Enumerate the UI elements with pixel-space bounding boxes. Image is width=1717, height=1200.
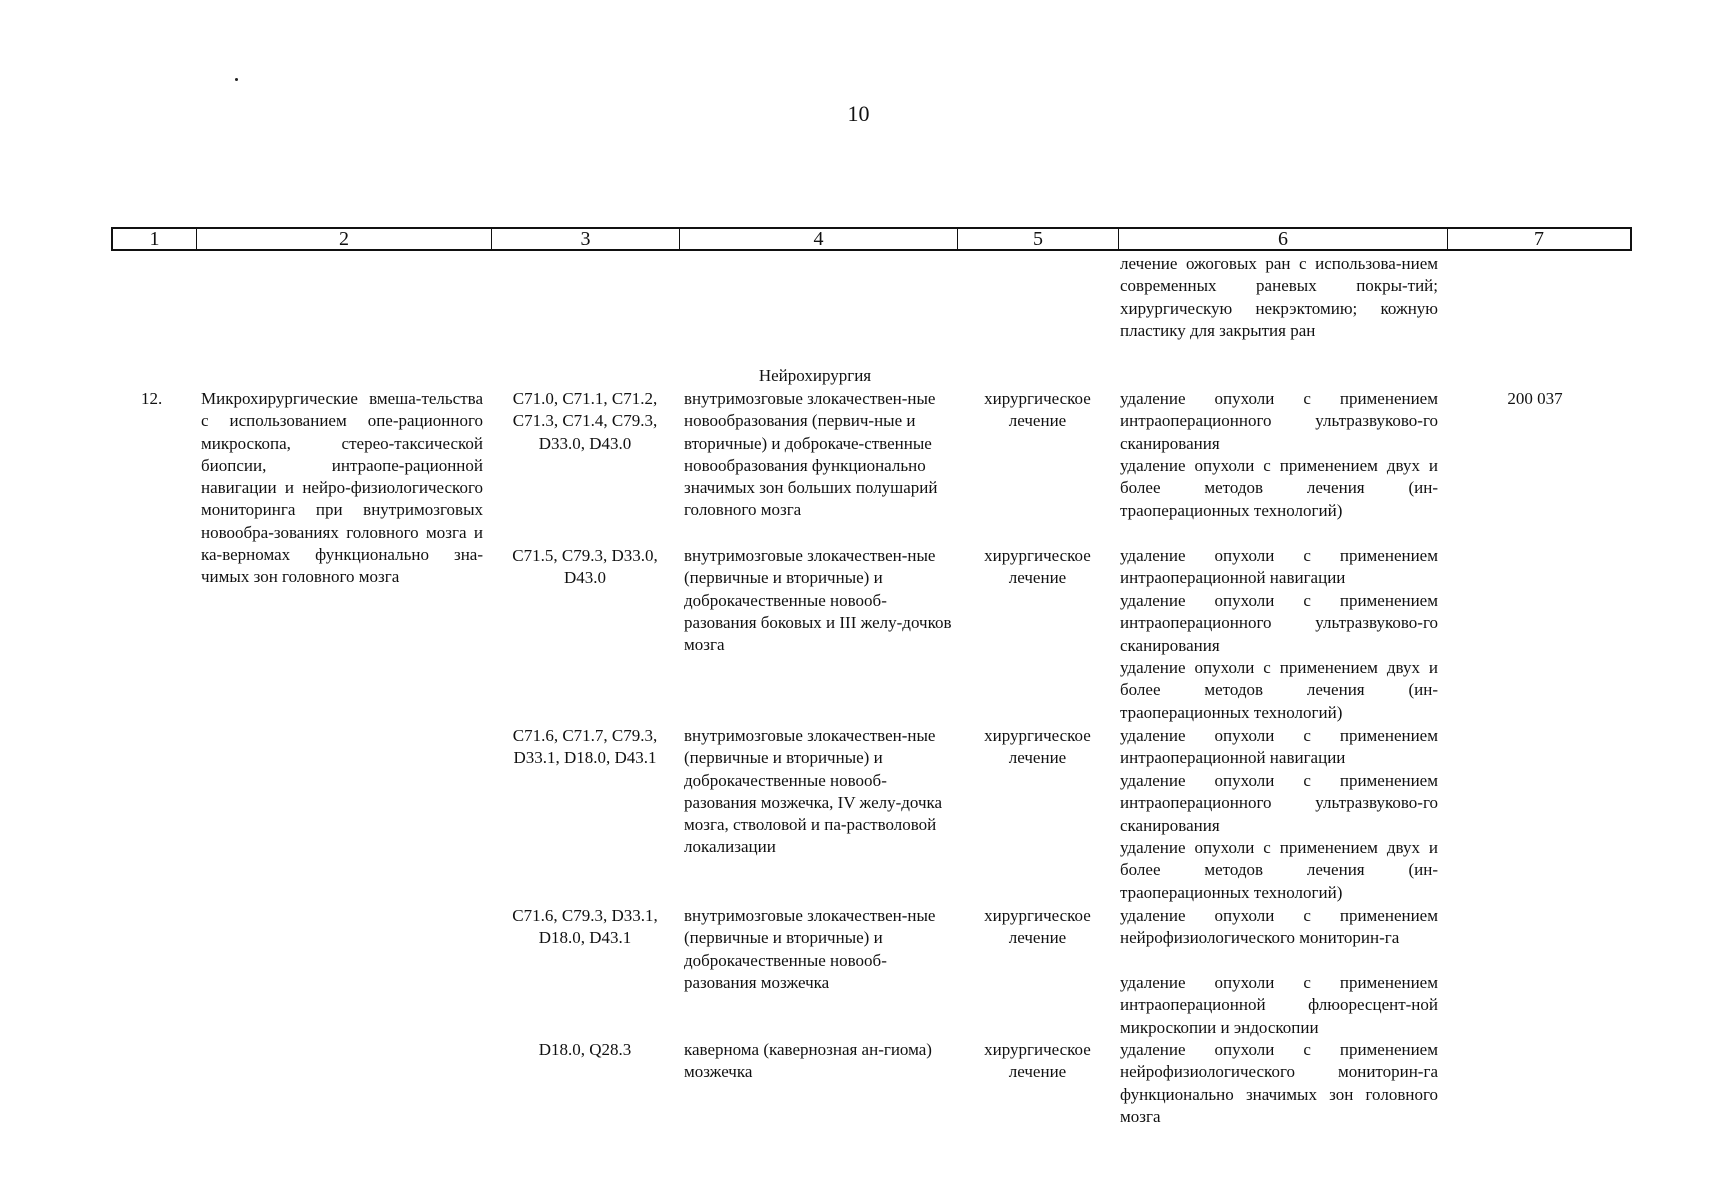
page-number: 10: [847, 101, 870, 126]
row-2-method-1: удаление опухоли с применением интраоперационной навигации: [1120, 546, 1438, 588]
header-col-2: 2: [197, 229, 492, 249]
row-1-method-2: удаление опухоли с применением двух и более методов лечения (ин-траоперационных технологий): [1120, 456, 1438, 520]
row-3-codes: C71.6, C71.7, C79.3, D33.1, D18.0, D43.1: [512, 726, 658, 768]
header-col-5: 5: [958, 229, 1119, 249]
header-col-7: 7: [1534, 228, 1544, 250]
row-4-codes: C71.6, C79.3, D33.1, D18.0, D43.1: [512, 906, 658, 948]
row-3-model: внутримозговые злокачествен-ные (первичные и вторичные) и доброкачественные новооб-разования мозжечка, IV желу-дочка мозга, стволовой и па-растволовой локализации: [684, 726, 943, 857]
header-col-6: 6: [1119, 229, 1448, 249]
row-4-model: внутримозговые злокачествен-ные (первичные и вторичные) и доброкачественные новооб-разования мозжечка: [684, 906, 936, 992]
row-3-treatment: хирургическое лечение: [984, 726, 1091, 768]
entry-cost: 200 037: [1507, 389, 1563, 408]
row-1-method-1: удаление опухоли с применением интраоперационного ультразвуково-го сканирования: [1120, 389, 1438, 453]
row-2-method-3: удаление опухоли с применением двух и более методов лечения (ин-траоперационных технологий): [1120, 658, 1438, 722]
entry-number: 12.: [141, 389, 163, 408]
row-4-method-2: удаление опухоли с применением интраоперационной флюоресцент-ной микроскопии и эндоскопии: [1120, 973, 1438, 1037]
row-5-treatment: хирургическое лечение: [984, 1040, 1091, 1082]
row-5-model: каверномa (кавернозная ан-гиома) мозжечка: [684, 1040, 932, 1082]
stray-mark: [235, 78, 238, 81]
row-1-codes: C71.0, C71.1, C71.2, C71.3, C71.4, C79.3, D33.0, D43.0: [512, 389, 658, 453]
header-col-4: 4: [680, 229, 958, 249]
row-1-model: внутримозговые злокачествен-ные новообразования (первич-ные и вторичные) и доброкаче-ственные новообразования функционально значимых зон больших полушарий головного мозга: [684, 389, 938, 520]
row-1-treatment: хирургическое лечение: [984, 389, 1091, 431]
row-5-codes: D18.0, Q28.3: [538, 1040, 632, 1059]
row-3-method-3: удаление опухоли с применением двух и более методов лечения (ин-траоперационных технологий): [1120, 838, 1438, 902]
table-header-row: [111, 227, 1632, 251]
carryover-methods: лечение ожоговых ран с использова-нием современных раневых покры-тий; хирургическую некрэктомию; кожную пластику для закрытия ран: [1120, 254, 1438, 340]
row-2-method-2: удаление опухоли с применением интраоперационного ультразвуково-го сканирования: [1120, 591, 1438, 655]
row-3-method-2: удаление опухоли с применением интраоперационного ультразвуково-го сканирования: [1120, 771, 1438, 835]
row-3-method-1: удаление опухоли с применением интраоперационной навигации: [1120, 726, 1438, 768]
row-2-codes: C71.5, C79.3, D33.0, D43.0: [512, 546, 658, 588]
section-title: Нейрохирургия: [758, 366, 872, 385]
header-col-3: 3: [492, 229, 680, 249]
row-2-treatment: хирургическое лечение: [984, 546, 1091, 588]
row-4-method-1: удаление опухоли с применением нейрофизиологического мониторин-га: [1120, 906, 1438, 948]
entry-name: Микрохирургические вмеша-тельства с использованием опе-рационного микроскопа, стерео-таксической биопсии, интраопе-рационной навигации и нейро-физиологического мониторинга при внутримозговых новообра-зованиях головного мозга и ка-верномах функционально зна-чимых зон головного мозга: [201, 389, 483, 587]
row-4-treatment: хирургическое лечение: [984, 906, 1091, 948]
row-2-model: внутримозговые злокачествен-ные (первичные и вторичные) и доброкачественные новооб-разования боковых и III желу-дочков мозга: [684, 546, 952, 655]
header-col-1: 1: [113, 229, 197, 249]
row-5-method-1: удаление опухоли с применением нейрофизиологического мониторин-га функционально значимых зон головного мозга: [1120, 1040, 1438, 1126]
